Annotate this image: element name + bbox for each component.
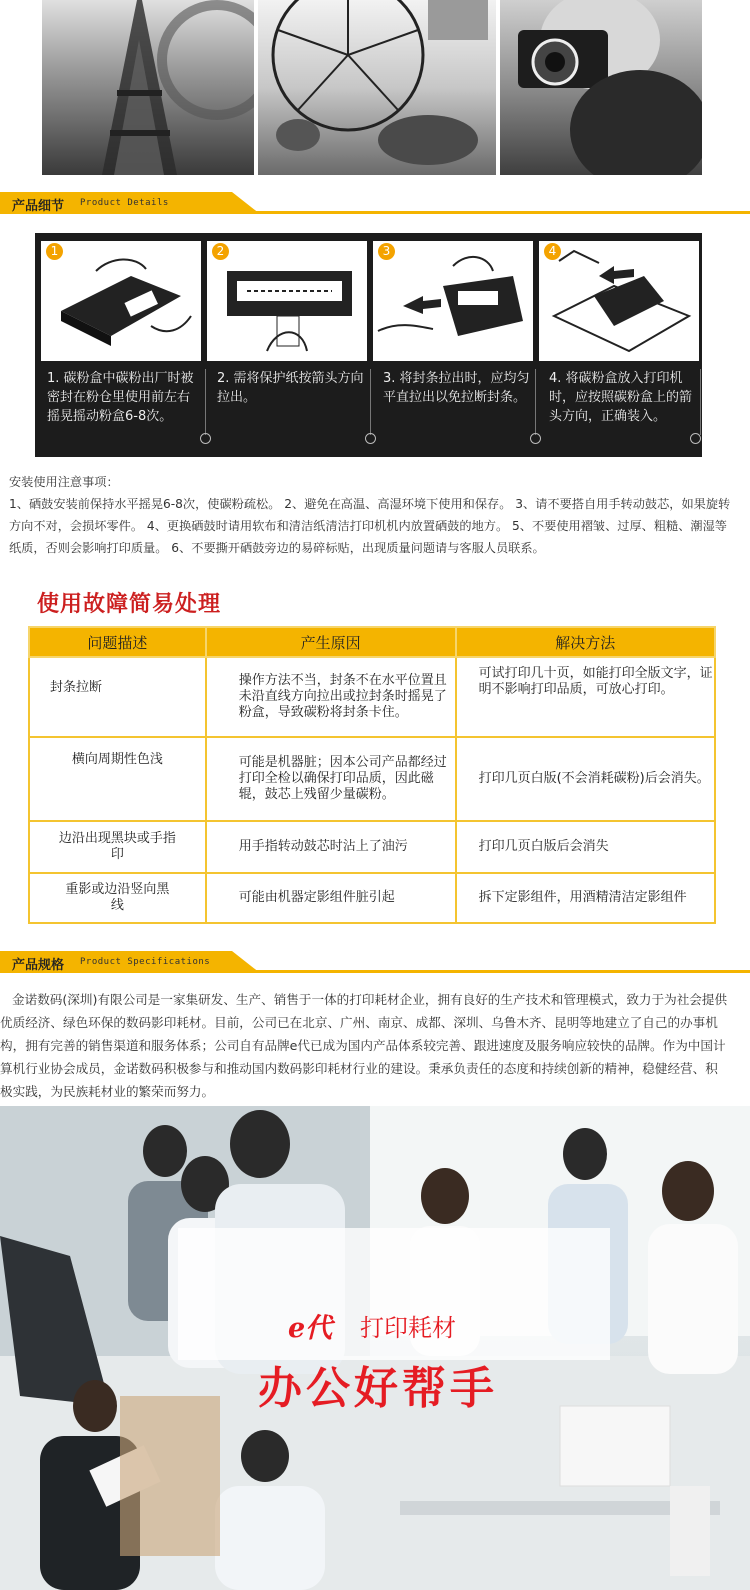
- table-row: [29, 873, 715, 923]
- cause-cell: 可能是机器脏；因本公司产品都经过打印全检以确保打印品质，因此磁辊，鼓芯上残留少量碳粉。: [206, 737, 456, 821]
- solution-cell: 打印几页白版后会消失: [456, 821, 715, 873]
- step-3-text: 3. 将封条拉出时，应均匀平直拉出以免拉断封条。: [383, 371, 530, 405]
- cause-cell: 用手指转动鼓芯时沾上了油污: [206, 821, 456, 873]
- brand-subtitle: 打印耗材: [360, 1314, 456, 1342]
- step-divider-dot: [530, 433, 541, 444]
- step-1-illustration: [41, 241, 201, 361]
- step-3-badge: 3: [378, 243, 395, 260]
- header-cause: 产生原因: [206, 627, 456, 657]
- header-problem: 问题描述: [29, 627, 206, 657]
- problem-cell: 重影或边沿竖向黑线: [29, 873, 206, 923]
- notes-title: 安装使用注意事项：: [9, 475, 119, 489]
- step-1-text: 1. 碳粉盒中碳粉出厂时被密封在粉仓里使用前左右摇晃摇动粉盒6-8次。: [47, 371, 194, 424]
- step-2-illustration: [207, 241, 367, 361]
- step-2-badge: 2: [212, 243, 229, 260]
- troubleshoot-table: [28, 626, 716, 924]
- installation-steps-panel: [35, 233, 702, 457]
- banner-slogan: 办公好帮手: [258, 1363, 498, 1414]
- header-solution: 解决方法: [456, 627, 715, 657]
- company-description: 金诺数码(深圳)有限公司是一家集研发、生产、销售于一体的打印耗材企业，拥有良好的生产技术和管理模式，致力于为社会提供优质经济、绿色环保的数码影印耗材。目前，公司已在北京、广州、南京、成都、深圳、乌鲁木齐、昆明等地建立了自己的办事机构，拥有完善的销售渠道和服务体系；公司自有品牌e代已成为国内产品体系较完善、跟进速度及服务响应较快的品牌。作为中国计算机行业协会成员，金诺数码积极参与和推动国内数码影印耗材行业的建设。秉承负责任的态度和持续创新的精神，稳健经营、积极实践，为民族耗材业的繁荣而努力。: [0, 992, 728, 1099]
- step-divider-dot: [200, 433, 211, 444]
- camera-girl-photo: [500, 0, 702, 175]
- step-4-illustration: [539, 241, 699, 361]
- problem-cell: 横向周期性色浅: [29, 737, 206, 821]
- installation-notes: [9, 471, 737, 559]
- top-photo-strip: [0, 0, 750, 180]
- step-4-text: 4. 将碳粉盒放入打印机时，应按照碳粉盒上的箭头方向，正确装入。: [549, 371, 693, 424]
- still-life-photo: [258, 0, 496, 175]
- step-3-illustration: [373, 241, 533, 361]
- section-title-cn: 产品细节: [12, 199, 65, 214]
- brand-logo: e代: [288, 1313, 333, 1344]
- product-specifications-header: [0, 951, 750, 973]
- eiffel-tower-photo: [42, 0, 254, 175]
- section-title-cn: 产品规格: [12, 958, 65, 973]
- step-4-badge: 4: [544, 243, 561, 260]
- table-row: [29, 737, 715, 821]
- problem-cell: 封条拉断: [29, 657, 206, 737]
- step-1-badge: 1: [46, 243, 63, 260]
- solution-cell: 拆下定影组件，用酒精清洁定影组件: [456, 873, 715, 923]
- solution-cell: 打印几页白版(不会消耗碳粉)后会消失。: [456, 737, 715, 821]
- section-title-en: Product Details: [80, 198, 169, 208]
- problem-cell: 边沿出现黑块或手指印: [29, 821, 206, 873]
- step-2-text: 2. 需将保护纸按箭头方向拉出。: [217, 371, 364, 405]
- notes-body: 1、硒鼓安装前保持水平摇晃6-8次，使碳粉疏松。 2、避免在高温、高湿环境下使用和保存。 3、请不要搭自用手转动鼓芯，如果旋转方向不对，会损坏零件。 4、更换硒鼓时请用软布和清洁纸清洁打印机机内放置硒鼓的地方。 5、不要使用褶皱、过厚、粗糙、潮湿等纸质，否则会影响打印质量。 6、不要撕开硒鼓旁边的易碎标贴，出现质量问题请与客服人员联系。: [9, 497, 731, 555]
- cause-cell: 操作方法不当，封条不在水平位置且未沿直线方向拉出或拉封条时摇晃了粉盒，导致碳粉将封条卡住。: [206, 657, 456, 737]
- solution-cell: 可试打印几十页，如能打印全版文字，证明不影响打印品质，可放心打印。: [456, 657, 715, 737]
- step-divider-dot: [365, 433, 376, 444]
- table-header-row: [29, 627, 715, 657]
- cause-cell: 可能由机器定影组件脏引起: [206, 873, 456, 923]
- office-banner-image: [0, 1106, 750, 1590]
- troubleshoot-title: 使用故障简易处理: [37, 592, 222, 617]
- table-row: [29, 657, 715, 737]
- section-title-en: Product Specifications: [80, 957, 211, 967]
- table-row: [29, 821, 715, 873]
- product-details-header: [0, 192, 750, 214]
- step-divider-dot: [690, 433, 701, 444]
